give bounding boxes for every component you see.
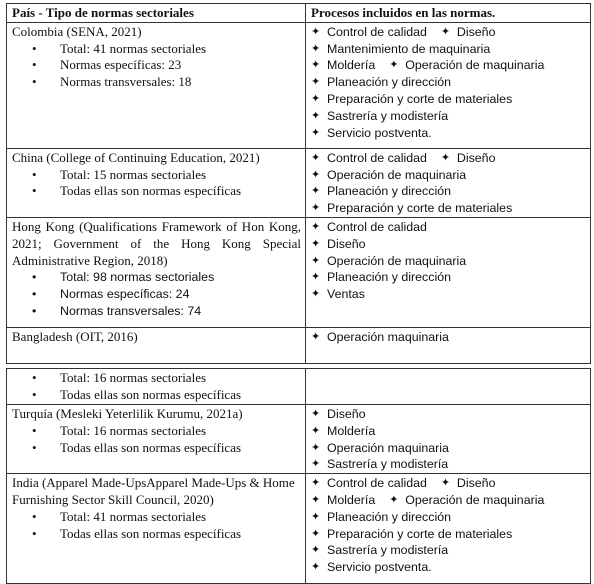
table-sector-norms-part2: [6, 368, 591, 584]
norm-bullet: [32, 57, 301, 74]
process-label: Sastrería y modistería: [327, 108, 449, 123]
norm-bullet-text: Normas transversales: 18: [60, 74, 192, 90]
process-label: Diseño: [327, 407, 366, 421]
country-cell: [7, 405, 306, 474]
process-item: [311, 542, 586, 559]
table-row: [7, 405, 591, 474]
norm-bullet: [32, 440, 301, 457]
star-icon: ✦: [311, 561, 321, 574]
process-item: [311, 108, 586, 125]
star-icon: ✦: [389, 493, 399, 506]
star-icon: ✦: [311, 288, 321, 301]
process-item: [311, 269, 586, 286]
processes-cell: [306, 327, 591, 363]
table-row: [7, 327, 591, 363]
process-label: Ventas: [327, 287, 365, 302]
process-item: [311, 200, 586, 217]
process-list: [311, 219, 586, 303]
process-item: [311, 150, 427, 167]
norm-bullet-text: Total: 41 normas sectoriales: [60, 40, 207, 56]
process-list: [311, 24, 586, 142]
process-label: Servicio postventa.: [327, 560, 432, 575]
bullet-icon: •: [32, 303, 37, 318]
process-label: Operación de maquinaria: [405, 58, 545, 73]
norm-bullet-text: Todas ellas son normas específicas: [60, 386, 242, 402]
country-name: India (Apparel Made-UpsApparel Made-Ups & Home Furnishing Sector Skill Council, 2020): [12, 475, 295, 507]
process-item: [311, 253, 586, 270]
norm-bullet: [32, 74, 301, 91]
process-label: Diseño: [456, 476, 496, 491]
process-label: Diseño: [327, 236, 366, 251]
process-item: [311, 74, 586, 91]
norm-bullet-text: Todas ellas son normas específicas: [60, 439, 242, 455]
process-label: Preparación y corte de materiales: [327, 201, 513, 216]
process-label: Sastrería y modistería: [327, 457, 449, 472]
table-header-row: [7, 4, 591, 23]
process-item: [311, 559, 586, 576]
processes-cell: [306, 217, 591, 327]
norm-bullet: [32, 423, 301, 440]
star-icon: ✦: [311, 59, 321, 72]
star-icon: ✦: [311, 544, 321, 557]
norm-bullet-text: Todas ellas son normas específicas: [60, 525, 242, 541]
process-item: [311, 91, 586, 108]
norm-bullet-text: Normas transversales: 74: [60, 303, 202, 318]
process-label: Diseño: [456, 24, 496, 39]
process-label: Control de calidad: [327, 219, 427, 234]
process-label: Planeación y dirección: [327, 270, 451, 285]
process-item: [311, 492, 375, 509]
process-label: Moldería: [327, 423, 376, 438]
norm-bullet-text: Normas específicas: 24: [60, 287, 190, 302]
star-icon: ✦: [311, 92, 321, 105]
bullet-icon: •: [32, 422, 37, 438]
process-label: Operación de maquinaria: [327, 167, 467, 182]
star-icon: ✦: [311, 168, 321, 181]
bullet-icon: •: [32, 74, 37, 90]
star-icon: ✦: [311, 441, 321, 454]
star-icon: ✦: [311, 330, 321, 343]
country-name: Hong Kong (Qualifications Framework of Hon Kong, 2021; Government of the Hong Kong Special Administrative Region, 2018): [12, 218, 301, 268]
process-list: [311, 150, 586, 217]
process-label: Control de calidad: [327, 24, 427, 39]
star-icon: ✦: [440, 477, 451, 490]
star-icon: ✦: [389, 59, 399, 72]
norm-bullet-text: Todas ellas son normas específicas: [60, 183, 242, 199]
process-label: Servicio postventa.: [327, 125, 432, 140]
table-row: [7, 369, 591, 405]
star-icon: ✦: [311, 510, 321, 523]
process-label: Control de calidad: [327, 476, 427, 491]
process-item: [311, 57, 375, 74]
process-label: Planeación y dirección: [327, 509, 451, 524]
bullet-icon: •: [32, 525, 37, 541]
star-icon: ✦: [311, 42, 321, 55]
norm-bullet-text: Total: 41 normas sectoriales: [60, 508, 207, 524]
table-body: [7, 22, 591, 363]
norm-bullet: [32, 509, 301, 526]
star-icon: ✦: [311, 493, 321, 506]
star-icon: ✦: [311, 220, 321, 233]
star-icon: ✦: [311, 458, 321, 471]
star-icon: ✦: [311, 237, 321, 250]
process-item: [311, 329, 586, 346]
process-label: Operación maquinaria: [327, 329, 449, 344]
table-body: [7, 369, 591, 584]
star-icon: ✦: [311, 202, 321, 215]
table-row: [7, 217, 591, 327]
process-label: Operación de maquinaria: [405, 492, 545, 507]
process-item: [311, 440, 586, 457]
star-icon: ✦: [311, 76, 321, 89]
norm-bullet: [32, 183, 301, 200]
processes-cell: [306, 148, 591, 217]
norm-bullet: [32, 167, 301, 184]
norm-bullet: [32, 286, 301, 303]
process-item: [311, 423, 586, 440]
process-item: [311, 41, 586, 58]
star-icon: ✦: [311, 126, 321, 139]
country-name: Turquía (Mesleki Yeterlilik Kurumu, 2021a): [12, 406, 243, 421]
star-icon: ✦: [440, 25, 451, 38]
star-icon: ✦: [311, 25, 321, 38]
process-item: [389, 492, 544, 509]
process-item: [311, 183, 586, 200]
star-icon: ✦: [440, 151, 451, 164]
norm-bullet: [32, 387, 301, 404]
process-item: [311, 236, 586, 253]
processes-cell: [306, 474, 591, 584]
norm-bullet-text: Normas específicas: 23: [60, 57, 182, 73]
star-icon: ✦: [311, 408, 321, 420]
process-label: Operación maquinaria: [327, 440, 449, 455]
star-icon: ✦: [311, 424, 321, 437]
process-item: [311, 125, 586, 142]
process-label: Sastrería y modistería: [327, 543, 449, 558]
process-list: [311, 475, 586, 576]
header-processes: Procesos incluidos en las normas.: [306, 4, 591, 23]
process-label: Diseño: [456, 150, 496, 165]
country-cell: [7, 217, 306, 327]
process-item: [311, 24, 427, 41]
process-item: [441, 24, 496, 41]
process-list: [311, 406, 586, 473]
bullet-icon: •: [32, 386, 37, 402]
process-item: [311, 167, 586, 184]
process-label: Moldería: [327, 58, 376, 73]
processes-cell: [306, 22, 591, 148]
table-row: [7, 148, 591, 217]
process-list: [311, 329, 586, 346]
process-label: Control de calidad: [327, 150, 427, 165]
norm-bullet-text: Total: 16 normas sectoriales: [60, 370, 207, 385]
bullet-icon: •: [32, 439, 37, 455]
norm-bullet: [32, 526, 301, 543]
process-item: [311, 509, 586, 526]
country-name: Colombia (SENA, 2021): [12, 23, 142, 39]
bullet-icon: •: [32, 287, 37, 302]
process-item: [389, 57, 544, 74]
bullet-icon: •: [32, 270, 37, 285]
process-label: Preparación y corte de materiales: [327, 91, 513, 106]
country-cell: [7, 327, 306, 363]
process-label: Mantenimiento de maquinaria: [327, 41, 491, 56]
process-item: [441, 150, 496, 167]
process-item: [441, 475, 496, 492]
bullet-icon: •: [32, 40, 37, 56]
process-item: [311, 286, 586, 303]
country-cell: [7, 369, 306, 405]
star-icon: ✦: [311, 109, 321, 122]
norm-bullet: [32, 269, 301, 286]
star-icon: ✦: [311, 527, 321, 540]
process-item: [311, 406, 586, 423]
process-label: Operación de maquinaria: [327, 253, 467, 268]
process-label: Preparación y corte de materiales: [327, 526, 513, 541]
star-icon: ✦: [311, 185, 321, 198]
header-country: País - Tipo de normas sectoriales: [7, 4, 306, 23]
norm-bullet-text: Total: 16 normas sectoriales: [60, 422, 207, 438]
star-icon: ✦: [311, 151, 321, 164]
country-cell: [7, 474, 306, 584]
bullet-icon: •: [32, 370, 37, 385]
process-item: [311, 456, 586, 473]
star-icon: ✦: [311, 254, 321, 267]
bullet-icon: •: [32, 183, 37, 199]
bullet-icon: •: [32, 57, 37, 73]
process-item: [311, 526, 586, 543]
norm-bullet-text: Total: 98 normas sectoriales: [60, 270, 215, 285]
bullet-icon: •: [32, 166, 37, 182]
process-label: Planeación y dirección: [327, 75, 451, 90]
processes-cell: [306, 405, 591, 474]
star-icon: ✦: [311, 271, 321, 284]
norm-bullet: [32, 41, 301, 58]
star-icon: ✦: [311, 477, 321, 490]
process-item: [311, 219, 586, 236]
table-sector-norms-part1: [6, 3, 591, 364]
country-name: Bangladesh (OIT, 2016): [12, 328, 138, 344]
bullet-icon: •: [32, 508, 37, 524]
process-item: [311, 475, 427, 492]
process-label: Moldería: [327, 492, 376, 507]
process-label: Planeación y dirección: [327, 184, 451, 199]
country-cell: [7, 148, 306, 217]
norm-bullet-text: Total: 15 normas sectoriales: [60, 166, 207, 182]
processes-cell: [306, 369, 591, 405]
norm-bullet: [32, 303, 301, 320]
country-name: China (College of Continuing Education, 2021): [12, 149, 260, 165]
country-cell: [7, 22, 306, 148]
table-row: [7, 22, 591, 148]
table-row: [7, 474, 591, 584]
norm-bullet: [32, 370, 301, 387]
